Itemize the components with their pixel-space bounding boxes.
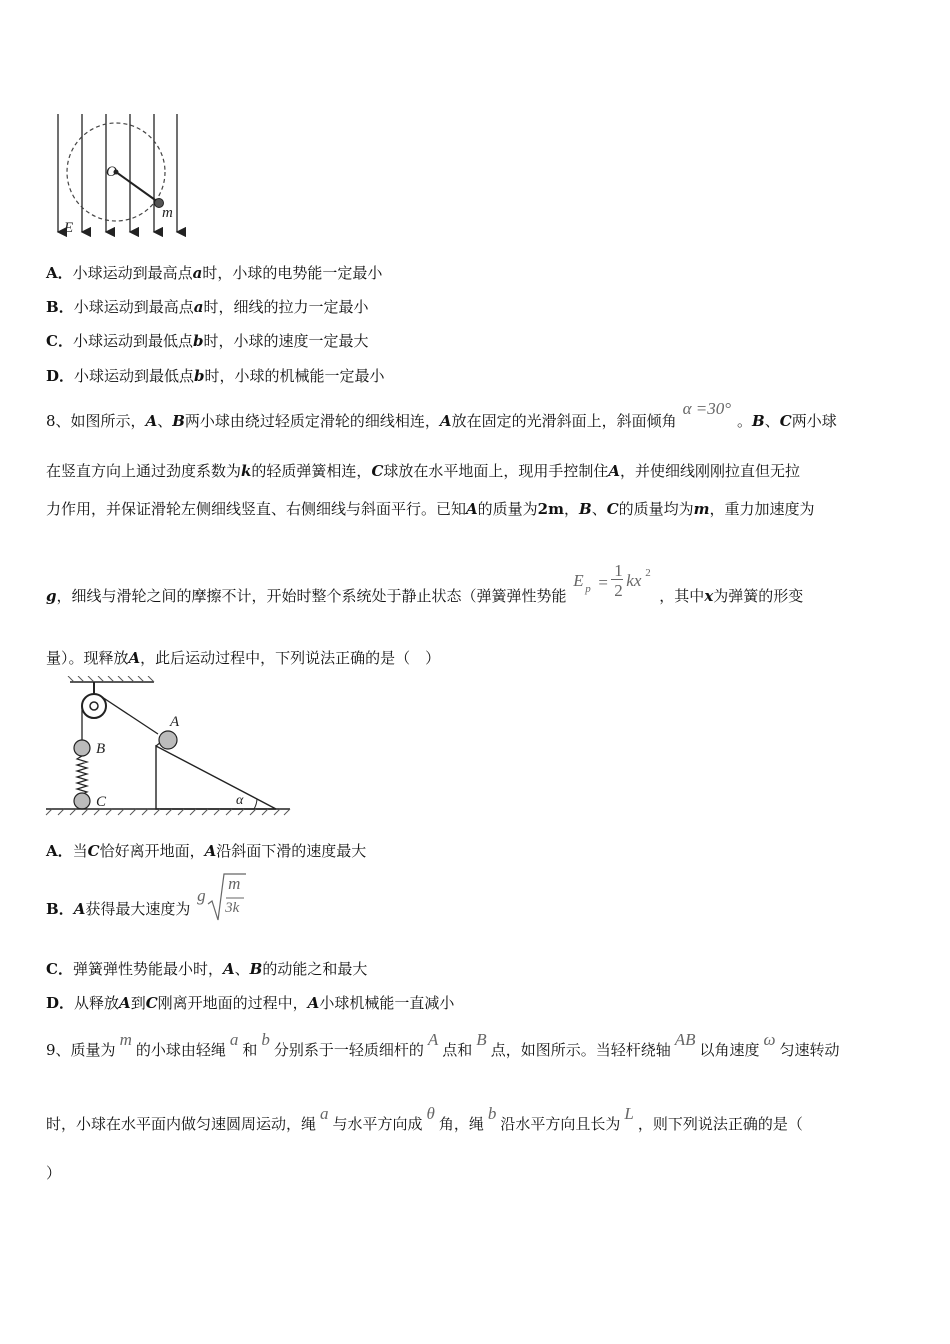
q8-line-3: 力作用，并保证滑轮左侧细线竖直、右侧细线与斜面平行。已知A的质量为2m，B、C的质量均为m，重力加速度为 xyxy=(46,500,815,518)
question-number: 8 xyxy=(46,412,56,430)
q7-option-a: A．小球运动到最高点a时，小球的电势能一定最小 xyxy=(46,264,383,282)
label-E: E xyxy=(64,220,74,236)
q7-option-b: B．小球运动到最高点a时，细线的拉力一定最小 xyxy=(46,298,369,316)
q8-figure xyxy=(44,676,294,816)
q9-line-1: 9、质量为m的小球由轻绳a和b分别系于一轻质细杆的A点和B点，如图所示。当轻杆绕轴AB以角速度ω匀速转动 xyxy=(46,1030,840,1059)
q8-line-2: 在竖直方向上通过劲度系数为k的轻质弹簧相连，C球放在水平地面上，现用手控制住A，并使细线刚刚拉直但无拉 xyxy=(46,462,801,480)
q8-line-1: 8、如图所示，A、B两小球由绕过轻质定滑轮的细线相连，A放在固定的光滑斜面上，斜面倾角α =30°。B、C两小球 xyxy=(46,399,837,430)
option-letter: A xyxy=(46,264,58,282)
q8-option-d: D．从释放A到C刚离开地面的过程中，A小球机械能一直减小 xyxy=(46,994,455,1012)
q8-option-b: B．A获得最大速度为 g m 3k xyxy=(46,898,247,919)
label-C: C xyxy=(96,794,107,810)
pulley-incline-diagram xyxy=(44,676,294,816)
q8-line-4: g，细线与滑轮之间的摩擦不计，开始时整个系统处于静止状态（弹簧弹性势能 E p = 1 2 kx 2 ，其中x为弹簧的形变 xyxy=(46,561,804,605)
label-A: A xyxy=(170,714,180,730)
field-diagram xyxy=(50,112,190,240)
label-B: B xyxy=(96,741,106,757)
elastic-energy-formula: E p = 1 2 kx 2 xyxy=(573,561,651,600)
q8-option-a: A．当C恰好离开地面，A沿斜面下滑的速度最大 xyxy=(46,842,367,860)
q7-option-d: D．小球运动到最低点b时，小球的机械能一定最小 xyxy=(46,367,385,385)
label-alpha: α xyxy=(236,793,244,808)
label-m: m xyxy=(162,205,173,221)
q8-line-5: 量）。现释放A，此后运动过程中，下列说法正确的是（ ） xyxy=(46,649,441,667)
q7-option-c: C．小球运动到最低点b时，小球的速度一定最大 xyxy=(46,332,369,350)
question-number: 9 xyxy=(46,1041,56,1059)
q8-option-c: C．弹簧弹性势能最小时，A、B的动能之和最大 xyxy=(46,960,368,978)
angle-formula: α =30° xyxy=(682,399,732,418)
max-speed-formula: g m 3k xyxy=(195,898,247,918)
q9-line-3: ） xyxy=(46,1164,62,1182)
q9-line-2: 时，小球在水平面内做匀速圆周运动，绳a与水平方向成θ角，绳b沿水平方向且长为L，则下列说法正确的是（ xyxy=(46,1104,803,1133)
q7-figure xyxy=(50,112,190,240)
label-O: O xyxy=(106,164,117,180)
